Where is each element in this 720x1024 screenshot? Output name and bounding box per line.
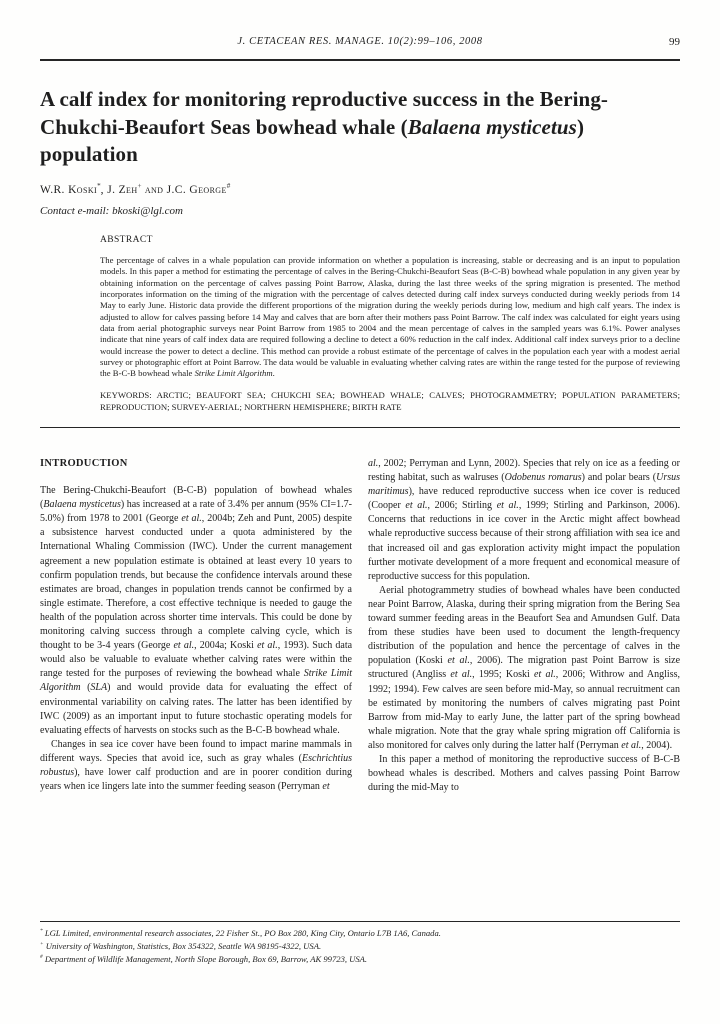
section-heading-introduction: INTRODUCTION [40, 458, 128, 470]
abstract-text: The percentage of calves in a whale population can provide information on whether a population is increasing, stable or decreasing and is an input to population models. In this paper a method for estimating the percentage of calves in the Bering-Chukchi-Beaufort Seas (B-C-B) bowhead whale population in any given year by obtaining information on the percentage of calves passing Point Barrow, Alaska, during the last three weeks of the spring migration is presented. The method incorporates information on the timing of the migration with the percentage of calves detected during calf index surveys conducted during weekly periods from 14 May to early June. Historic data provide the different proportions of the migration during the weekly periods during low, medium and high calf years. The index is adjusted to allow for calves passing before 14 May and calves that are born after their mothers pass Point Barrow. The calf index was calculated for eight years using data from aerial photographic surveys near Point Barrow from 1985 to 2004 and the mean percentage of calves in the sampled years was 6.1%. Power analyses indicate that nine years of calf index data are required following a decline to detect a 60% reduction in the calf index. Additional calf index surveys prior to a decline would increase the power to detect a decline. This method can provide a robust estimate of the percentage of calves in the population each year with a modest aerial survey or photographic effort at Point Barrow. The data would be valuable in evaluating whether calving rates are within the range tested for the purpose of reviewing the B-C-B bowhead whale Strike Limit Algorithm. [100, 255, 680, 379]
paragraph: The Bering-Chukchi-Beaufort (B-C-B) population of bowhead whales (Balaena mysticetus) has increased at a rate of 3.4% per annum (95% CI=1.7-5.0%) from 1978 to 2001 (George et al., 2004b; Zeh and Punt, 2005) despite a subsistence harvest conducted under a quota administered by the International Whaling Commission (IWC). Under the current management agreement a new population estimate is obtained at least every 10 years to confirm population trends, but because the confidence intervals around these estimates are broad, changes in population trends cannot be confirmed by a single estimate. Therefore, a cost effective technique is needed to gauge the health of the population across shorter time intervals. This could be done by monitoring calving success through a complete calving cycle, which is thought to be 3-4 years (George et al., 2004a; Koski et al., 1993). Such data would also be valuable to evaluate whether calving rates were within the range tested for the purposes of reviewing the bowhead whale Strike Limit Algorithm (SLA) and would provide data for evaluating the effect of environmental variability on calving rates. The latter has been identified by IWC (2009) as an important input to future stochastic operating models for evaluating effects of harvests on stocks such as the B-C-B bowhead whale. [40, 485, 353, 736]
abstract-divider-rule [40, 427, 680, 428]
header-rule [40, 59, 680, 61]
authors-line: W.R. Koski*, J. Zeh+ and J.C. George# [40, 182, 231, 197]
abstract-section [100, 235, 680, 413]
paragraph: Aerial photogrammetry studies of bowhead whales have been conducted near Point Barrow, Alaska, during their spring migration from the Bering Sea toward summer feeding areas in the Beaufort Sea and Amundsen Gulf. Data from these studies have been used to document the length-frequency distribution of the population and hence the percentage of calves in the population (Koski et al., 2006). The migration past Point Barrow is size structured (Angliss et al., 1995; Koski et al., 2006; Withrow and Angliss, 1992; 1994). Few calves are seen before mid-May, so annual recruitment can be estimated by monitoring the numbers of calves migrating past Point Barrow from mid-May to early June, the latter part of the spring bowhead whale migration. Note that the gray whale spring migration off California is also monitored for calves only during the latter half (Perryman et al., 2004). [368, 584, 681, 751]
running-head [40, 36, 680, 52]
footnote-affiliation: * LGL Limited, environmental research associates, 22 Fisher St., PO Box 280, King City, Ontario L7B 1A6, Canada. [40, 928, 441, 938]
footnote-area [40, 921, 680, 965]
footnote-affiliation: # Department of Wildlife Management, North Slope Borough, Box 69, Barrow, AK 99723, USA. [40, 953, 368, 964]
article-body [40, 457, 680, 795]
article-title: A calf index for monitoring reproductive success in the Bering-Chukchi-Beaufort Seas bowhead whale (Balaena mysticetus) population [40, 87, 609, 167]
abstract-heading: ABSTRACT [100, 235, 153, 246]
paragraph: al., 2002; Perryman and Lynn, 2002). Species that rely on ice as a feeding or resting habitat, such as walruses (Odobenus romarus) and polar bears (Ursus maritimus), have reduced reproductive success when ice cover is reduced (Cooper et al., 2006; Stirling et al., 1999; Stirling and Parkinson, 2006). Concerns that reductions in ice cover in the Arctic might affect bowhead whale reproductive success because of their strong affiliation with sea ice and that increased oil and gas exploration activity might impact the population further motivate development of a more frequent and economical measure of reproductive success for this population. [368, 458, 680, 582]
paragraph: Changes in sea ice cover have been found to impact marine mammals in different ways. Species that avoid ice, such as gray whales (Eschrichtius robustus), have lower calf production and are in poorer condition during years when ice lingers late into the summer feeding season (Perryman et [40, 738, 352, 793]
paragraph: In this paper a method of monitoring the reproductive success of B-C-B bowhead whales is described. Mothers and calves passing Point Barrow during the mid-May to [368, 753, 680, 794]
contact-email-line: Contact e-mail: bkoski@lgl.com [40, 205, 184, 218]
journal-reference: J. CETACEAN RES. MANAGE. 10(2):99–106, 2008 [237, 36, 483, 47]
keywords-line: KEYWORDS: ARCTIC; BEAUFORT SEA; CHUKCHI SEA; BOWHEAD WHALE; CALVES; PHOTOGRAMMETRY; POPULATION PARAMETERS; REPRODUCTION; SURVEY-AERIAL; NORTHERN HEMISPHERE; BIRTH RATE [100, 390, 680, 412]
footnote-affiliation: + University of Washington, Statistics, Box 354322, Seattle WA 98195-4322, USA. [40, 940, 322, 951]
footnote-rule [40, 921, 680, 922]
page-number: 99 [669, 36, 680, 48]
left-column [40, 457, 352, 795]
right-column [368, 457, 680, 795]
